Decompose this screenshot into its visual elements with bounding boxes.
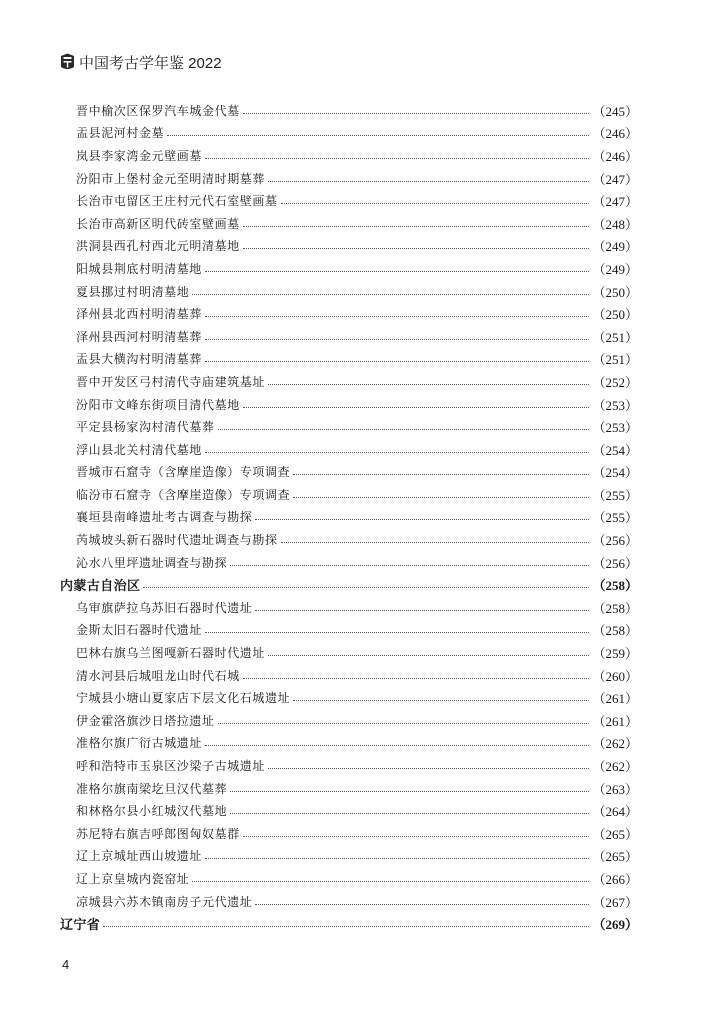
toc-entry: [60, 370, 638, 393]
toc-entry-title: 晋中开发区弓村清代寺庙建筑基址: [76, 374, 266, 389]
toc-entry-title: 内蒙古自治区: [60, 579, 141, 595]
dot-leader: [230, 791, 589, 792]
toc-entry-title: 凉城县六苏木镇南房子元代遗址: [76, 894, 253, 909]
dot-leader: [205, 632, 589, 633]
toc-entry-title: 宁城县小塘山夏家店下层文化石城遗址: [76, 691, 291, 706]
dot-leader: [243, 407, 590, 408]
page-number: 4: [62, 957, 70, 972]
toc-entry-page: （245）: [592, 103, 638, 119]
toc-entry-page: （258）: [592, 600, 638, 616]
toc-entry-title: 金斯太旧石器时代遗址: [76, 623, 203, 638]
toc-entry-page: （258）: [592, 623, 638, 639]
toc-entry-title: 泽州县西河村明清墓葬: [76, 329, 203, 344]
dot-leader: [230, 813, 589, 814]
dot-leader: [243, 113, 590, 114]
toc-entry: [60, 325, 638, 348]
toc-entry-page: （255）: [592, 510, 638, 526]
toc-entry-page: （252）: [592, 374, 638, 390]
dot-leader: [243, 248, 590, 249]
toc-entry-title: 伊金霍洛旗沙日塔拉遗址: [76, 713, 215, 728]
dot-leader: [218, 429, 590, 430]
toc-entry: [60, 777, 638, 800]
toc-entry-title: 苏尼特右旗吉呼郎图匈奴墓群: [76, 826, 240, 841]
toc-entry-title: 平定县杨家沟村清代墓葬: [76, 420, 215, 435]
toc-entry-title: 准格尔旗南梁圪旦汉代墓葬: [76, 781, 228, 796]
toc-entry-title: 呼和浩特市玉泉区沙梁子古城遗址: [76, 759, 266, 774]
toc-entry: [60, 709, 638, 732]
toc-entry-page: （251）: [592, 329, 638, 345]
toc-entry: [60, 799, 638, 822]
dot-leader: [293, 497, 589, 498]
toc-entry-page: （256）: [592, 533, 638, 549]
toc-entry: [60, 528, 638, 551]
toc-entry: [60, 551, 638, 574]
yearbook-logo-icon: [60, 53, 75, 71]
toc-entry: [60, 686, 638, 709]
toc-entry-page: （260）: [592, 668, 638, 684]
dot-leader: [281, 542, 590, 543]
toc-entry-title: 辽上京城址西山坡遗址: [76, 849, 203, 864]
toc-section-heading: [60, 573, 638, 596]
toc-entry-page: （265）: [592, 849, 638, 865]
header-title: 中国考古学年鉴 2022: [79, 54, 222, 72]
dot-leader: [243, 226, 590, 227]
toc-entry: [60, 235, 638, 258]
toc-entry-page: （269）: [592, 917, 638, 933]
toc-entry: [60, 189, 638, 212]
toc-entry-title: 长治市高新区明代砖室壁画墓: [76, 216, 240, 231]
toc-entry-page: （246）: [592, 148, 638, 164]
toc-entry: [60, 596, 638, 619]
toc-entry: [60, 867, 638, 890]
toc-entry-title: 辽上京皇城内瓷窑址: [76, 871, 190, 886]
toc-entry-title: 夏县挪过村明清墓地: [76, 284, 190, 299]
toc-entry: [60, 619, 638, 642]
toc-entry: [60, 890, 638, 913]
toc-entry: [60, 506, 638, 529]
toc-entry-title: 巴林右旗乌兰图嘎新石器时代遗址: [76, 646, 266, 661]
toc-entry: [60, 483, 638, 506]
dot-leader: [205, 452, 589, 453]
toc-entry-page: （261）: [592, 713, 638, 729]
toc-entry: [60, 393, 638, 416]
toc-entry: [60, 280, 638, 303]
toc-entry: [60, 732, 638, 755]
dot-leader: [205, 271, 589, 272]
dot-leader: [205, 745, 589, 746]
toc-entry-page: （267）: [592, 894, 638, 910]
toc-entry-title: 沁水八里坪遗址调查与勘探: [76, 555, 228, 570]
toc-entry-page: （262）: [592, 736, 638, 752]
toc-entry-page: （261）: [592, 691, 638, 707]
dot-leader: [281, 203, 590, 204]
toc-entry-page: （246）: [592, 126, 638, 142]
toc-entry: [60, 415, 638, 438]
toc-entry-title: 准格尔旗广衍古城遗址: [76, 736, 203, 751]
running-header: [60, 51, 222, 73]
toc-entry-page: （254）: [592, 442, 638, 458]
toc-entry-title: 晋城市石窟寺（含摩崖造像）专项调查: [76, 465, 291, 480]
toc-entry-page: （262）: [592, 759, 638, 775]
toc-entry: [60, 99, 638, 122]
toc-entry-page: （253）: [592, 397, 638, 413]
toc-entry-page: （250）: [592, 307, 638, 323]
toc-entry-page: （254）: [592, 465, 638, 481]
dot-leader: [103, 926, 589, 927]
toc-entry-page: （263）: [592, 781, 638, 797]
dot-leader: [205, 339, 589, 340]
toc-entry: [60, 257, 638, 280]
toc-entry-title: 汾阳市文峰东街项目清代墓地: [76, 397, 240, 412]
toc-entry-page: （248）: [592, 216, 638, 232]
dot-leader: [255, 610, 589, 611]
dot-leader: [268, 181, 589, 182]
toc-entry: [60, 754, 638, 777]
toc-entry-page: （258）: [592, 578, 638, 594]
toc-entry-page: （249）: [592, 239, 638, 255]
toc-entry: [60, 348, 638, 371]
dot-leader: [255, 519, 589, 520]
dot-leader: [268, 768, 589, 769]
dot-leader: [205, 158, 589, 159]
dot-leader: [143, 587, 589, 588]
toc-entry: [60, 822, 638, 845]
toc-entry-title: 阳城县荆底村明清墓地: [76, 261, 203, 276]
toc-entry-page: （249）: [592, 261, 638, 277]
toc-entry-page: （256）: [592, 555, 638, 571]
toc-entry: [60, 122, 638, 145]
dot-leader: [268, 384, 589, 385]
toc-entry-page: （251）: [592, 352, 638, 368]
toc-entry-title: 岚县李家湾金元壁画墓: [76, 148, 203, 163]
dot-leader: [205, 361, 589, 362]
toc-entry-title: 辽宁省: [60, 918, 101, 934]
toc-entry-title: 泽州县北西村明清墓葬: [76, 307, 203, 322]
toc-entry-title: 汾阳市上堡村金元至明清时期墓葬: [76, 171, 266, 186]
toc-entry: [60, 212, 638, 235]
toc-entry-title: 清水河县后城咀龙山时代石城: [76, 668, 240, 683]
dot-leader: [243, 836, 590, 837]
toc-entry-page: （265）: [592, 826, 638, 842]
table-of-contents: [60, 99, 638, 935]
toc-entry: [60, 664, 638, 687]
toc-entry-page: （259）: [592, 646, 638, 662]
dot-leader: [167, 135, 589, 136]
toc-entry-title: 临汾市石窟寺（含摩崖造像）专项调查: [76, 487, 291, 502]
toc-entry: [60, 438, 638, 461]
toc-entry: [60, 167, 638, 190]
dot-leader: [192, 881, 589, 882]
toc-entry: [60, 302, 638, 325]
dot-leader: [268, 655, 589, 656]
toc-entry-title: 芮城坡头新石器时代遗址调查与勘探: [76, 533, 278, 548]
dot-leader: [255, 904, 589, 905]
toc-entry: [60, 641, 638, 664]
toc-entry-page: （247）: [592, 171, 638, 187]
dot-leader: [205, 858, 589, 859]
toc-section-heading: [60, 912, 638, 935]
toc-entry-title: 和林格尔县小红城汉代墓地: [76, 804, 228, 819]
toc-entry: [60, 461, 638, 484]
dot-leader: [293, 474, 589, 475]
toc-entry-page: （266）: [592, 871, 638, 887]
toc-entry-title: 长治市屯留区王庄村元代石室壁画墓: [76, 194, 278, 209]
dot-leader: [192, 294, 589, 295]
toc-entry-page: （264）: [592, 804, 638, 820]
toc-entry-page: （253）: [592, 420, 638, 436]
toc-entry-title: 襄垣县南峰遗址考古调查与勘探: [76, 510, 253, 525]
dot-leader: [218, 723, 590, 724]
toc-entry-page: （250）: [592, 284, 638, 300]
toc-entry: [60, 845, 638, 868]
toc-entry-title: 盂县大横沟村明清墓葬: [76, 352, 203, 367]
toc-entry-title: 乌审旗萨拉乌苏旧石器时代遗址: [76, 600, 253, 615]
toc-entry-page: （255）: [592, 487, 638, 503]
dot-leader: [230, 565, 589, 566]
dot-leader: [243, 678, 590, 679]
toc-entry: [60, 144, 638, 167]
dot-leader: [293, 700, 589, 701]
toc-entry-title: 盂县泥河村金墓: [76, 126, 165, 141]
toc-entry-title: 洪洞县西孔村西北元明清墓地: [76, 239, 240, 254]
dot-leader: [205, 316, 589, 317]
toc-entry-page: （247）: [592, 194, 638, 210]
toc-entry-title: 晋中榆次区保罗汽车城金代墓: [76, 103, 240, 118]
toc-entry-title: 浮山县北关村清代墓地: [76, 442, 203, 457]
